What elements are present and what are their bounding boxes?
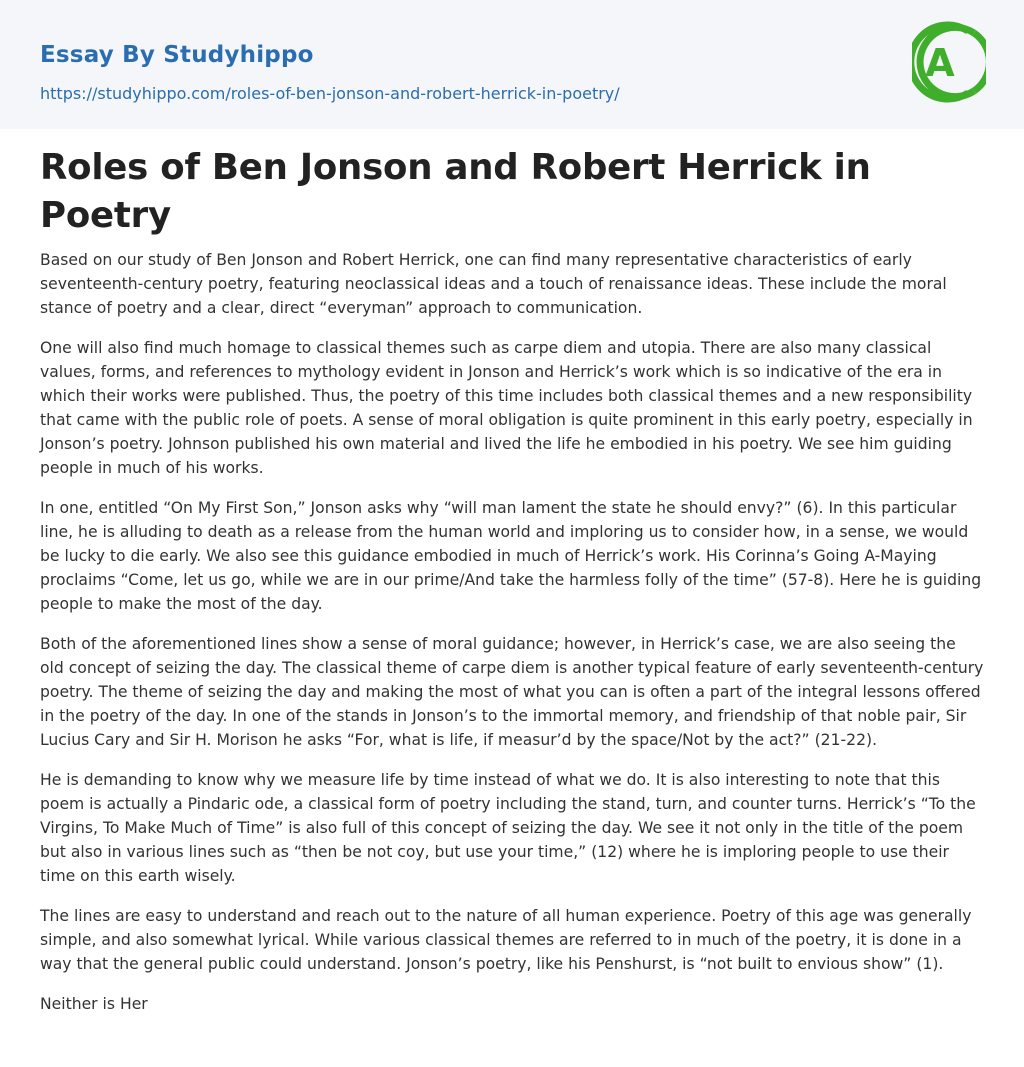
site-brand[interactable]: Essay By Studyhippo [40,42,314,68]
article [40,144,984,1032]
article-paragraph-4: Both of the aforementioned lines show a sense of moral guidance; however, in Herrick’s case, we are also seeing the old concept of seizing the day. The classical theme of carpe diem is another typical feature of early seventeenth-century poetry. The theme of seizing the day and making the most of what you can is often a part of the integral lessons offered in the poetry of the day. In one of the stands in Jonson’s to the immortal memory, and friendship of that noble pair, Sir Lucius Cary and Sir H. Morison he asks “For, what is life, if measur’d by the space/Not by the act?” (21-22). [40,635,984,749]
site-header [0,0,1024,129]
article-paragraph-3: In one, entitled “On My First Son,” Jonson asks why “will man lament the state he should envy?” (6). In this particular line, he is alluding to death as a release from the human world and imploring us to consider how, in a sense, we would be lucky to die early. We also see this guidance embodied in much of Herrick’s work. His Corinna’s Going A-Maying proclaims “Come, let us go, while we are in our prime/And take the harmless folly of the time” (57-8). Here he is guiding people to make the most of the day. [40,499,982,613]
article-paragraph-5: He is demanding to know why we measure life by time instead of what we do. It is also interesting to note that this poem is actually a Pindaric ode, a classical form of poetry including the stand, turn, and counter turns. Herrick’s “To the Virgins, To Make Much of Time” is also full of this concept of seizing the day. We see it not only in the title of the poem but also in various lines such as “then be not coy, but use your time,” (12) where he is imploring people to use their time on this earth wisely. [40,771,976,885]
article-paragraph-7: Neither is Her [40,995,148,1013]
article-paragraph-6: The lines are easy to understand and reach out to the nature of all human experience. Poetry of this age was generally simple, and also somewhat lyrical. While various classical themes are referred to in much of the poetry, it is done in a way that the general public could understand. Jonson’s poetry, like his Penshurst, is “not built to envious show” (1). [40,907,972,973]
article-title: Roles of Ben Jonson and Robert Herrick in Poetry [40,147,871,236]
article-paragraph-2: One will also find much homage to classical themes such as carpe diem and utopia. There are also many classical values, forms, and references to mythology evident in Jonson and Herrick’s work which is so indicative of the era in which their works were published. Thus, the poetry of this time includes both classical themes and a new responsibility that came with the public role of poets. A sense of moral obligation is quite prominent in this early poetry, especially in Jonson’s poetry. Johnson published his own material and lived the life he embodied in his poetry. We see him guiding people in much of his works. [40,339,973,477]
page-url-link[interactable]: https://studyhippo.com/roles-of-ben-jonson-and-robert-herrick-in-poetry/ [40,84,620,103]
article-paragraph-1: Based on our study of Ben Jonson and Robert Herrick, one can find many representative characteristics of early seventeenth-century poetry, featuring neoclassical ideas and a touch of renaissance ideas. These include the moral stance of poetry and a clear, direct “everyman” approach to communication. [40,251,947,317]
studyhippo-logo-icon[interactable] [912,19,986,105]
logo-letter: A [925,41,955,85]
